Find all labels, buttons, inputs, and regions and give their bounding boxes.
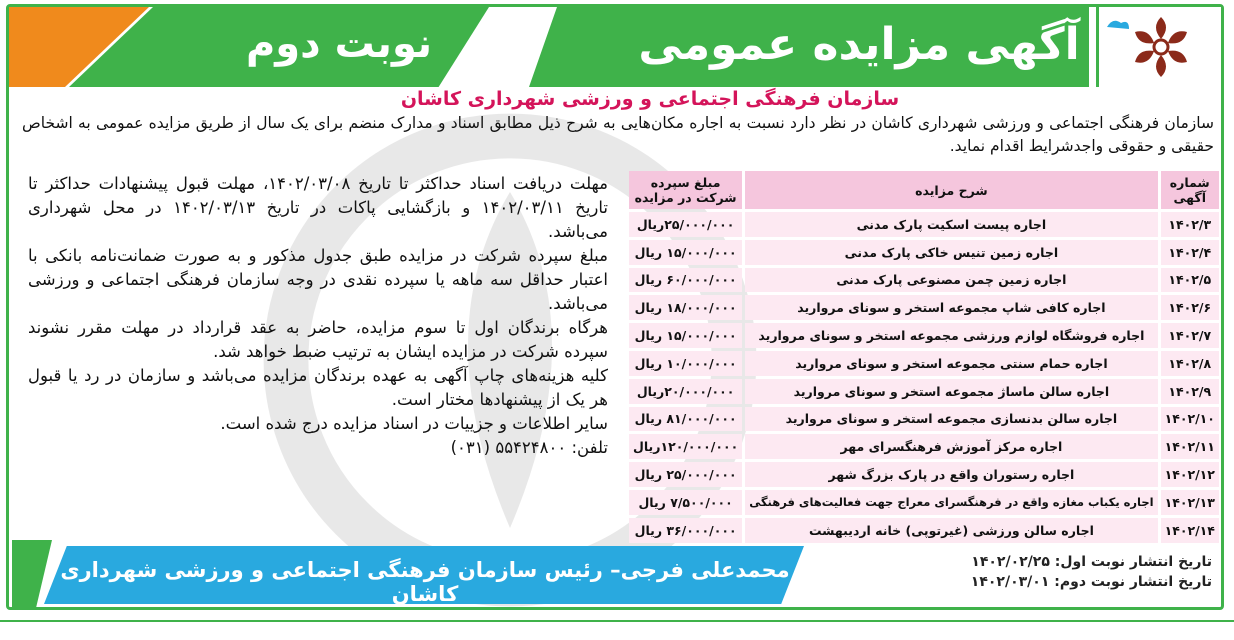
cell-description: اجاره فروشگاه لوازم ورزشی مجموعه استخر و سونای مروارید <box>745 323 1157 348</box>
cell-deposit: ۱۲۰/۰۰۰/۰۰۰ریال <box>629 434 742 459</box>
round-label: نوبت دوم <box>245 21 433 67</box>
phone-number: تلفن: ۵۵۴۲۴۸۰۰ (۰۳۱) <box>450 438 608 457</box>
organization-logo-icon <box>1099 7 1221 84</box>
table-row <box>629 379 1219 404</box>
table-row <box>629 268 1219 293</box>
table-row <box>629 434 1219 459</box>
cell-deposit: ۸۱/۰۰۰/۰۰۰ ریال <box>629 407 742 432</box>
term-paragraph: مهلت دریافت اسناد حداکثر تا تاریخ ۱۴۰۲/۰۳/۰۸، مهلت قبول پیشنهادات حداکثر تا تاریخ ۱۴۰۲/۰۳/۱۱ و بازگشایی پاکات در تاریخ ۱۴۰۲/۰۳/۱۳ در محل شهرداری می‌باشد. <box>28 174 609 241</box>
table-row <box>629 462 1219 487</box>
cell-number: ۱۴۰۲/۱۲ <box>1161 462 1219 487</box>
term-paragraph: مبلغ سپرده شرکت در مزایده طبق جدول مذکور و به صورت ضمانت‌نامه بانکی با اعتبار حداقل سه ماهه یا سپرده نقدی در وجه سازمان فرهنگی اجتماعی و ورزشی می‌باشد. <box>28 246 608 313</box>
first-publish-date: تاریخ انتشار نوبت اول: ۱۴۰۲/۰۲/۲۵ <box>971 554 1212 570</box>
term-paragraph: کلیه هزینه‌های چاپ آگهی به عهده برندگان مزایده می‌باشد و سازمان در رد یا قبول هر یک از پیشنهادها مختار است. <box>28 366 608 409</box>
cell-deposit: ۱۵/۰۰۰/۰۰۰ ریال <box>629 323 742 348</box>
cell-deposit: ۶۰/۰۰۰/۰۰۰ ریال <box>629 268 742 293</box>
second-publish-date: تاریخ انتشار نوبت دوم: ۱۴۰۲/۰۳/۰۱ <box>970 574 1212 590</box>
header-band <box>9 7 1221 87</box>
table-row <box>629 351 1219 376</box>
cell-number: ۱۴۰۲/۸ <box>1161 351 1219 376</box>
cell-description: اجاره یکباب مغازه واقع در فرهنگسرای معراج جهت فعالیت‌های فرهنگی <box>745 490 1157 515</box>
cell-deposit: ۷/۵۰۰/۰۰۰ ریال <box>629 490 742 515</box>
table-row <box>629 323 1219 348</box>
header-deposit: مبلغ سپرده شرکت در مزایده <box>629 171 742 209</box>
table-row <box>629 490 1219 515</box>
organization-name: سازمان فرهنگی اجتماعی و ورزشی شهرداری کاشان <box>400 88 900 110</box>
cell-number: ۱۴۰۲/۶ <box>1161 295 1219 320</box>
publish-dates <box>900 552 1212 592</box>
cell-deposit: ۱۸/۰۰۰/۰۰۰ ریال <box>629 295 742 320</box>
header-description: شرح مزایده <box>745 171 1157 209</box>
cell-number: ۱۴۰۲/۱۱ <box>1161 434 1219 459</box>
table-row <box>629 518 1219 543</box>
cell-description: اجاره پیست اسکیت پارک مدنی <box>745 212 1157 237</box>
cell-deposit: ۳۶/۰۰۰/۰۰۰ ریال <box>629 518 742 543</box>
cell-description: اجاره زمین چمن مصنوعی پارک مدنی <box>745 268 1157 293</box>
table-row <box>629 240 1219 265</box>
signer-name: محمدعلی فرجی– رئیس سازمان فرهنگی اجتماعی و ورزشی شهرداری کاشان <box>60 558 790 606</box>
cell-number: ۱۴۰۲/۵ <box>1161 268 1219 293</box>
cell-description: اجاره سالن ماساژ مجموعه استخر و سونای مروارید <box>745 379 1157 404</box>
table-row <box>629 295 1219 320</box>
cell-deposit: ۱۵/۰۰۰/۰۰۰ ریال <box>629 240 742 265</box>
cell-description: اجاره حمام سنتی مجموعه استخر و سونای مروارید <box>745 351 1157 376</box>
cell-deposit: ۲۵/۰۰۰/۰۰۰ریال <box>629 212 742 237</box>
bottom-divider <box>0 620 1234 622</box>
auction-table <box>626 168 1222 546</box>
cell-number: ۱۴۰۲/۱۴ <box>1161 518 1219 543</box>
cell-number: ۱۴۰۲/۱۰ <box>1161 407 1219 432</box>
cell-number: ۱۴۰۲/۳ <box>1161 212 1219 237</box>
cell-number: ۱۴۰۲/۹ <box>1161 379 1219 404</box>
cell-description: اجاره سالن ورزشی (غیرتوپی) خانه اردیبهشت <box>745 518 1157 543</box>
table-row <box>629 212 1219 237</box>
page-title: آگهی مزایده عمومی <box>638 19 1080 70</box>
cell-description: اجاره سالن بدنسازی مجموعه استخر و سونای مروارید <box>745 407 1157 432</box>
terms-block <box>28 172 608 460</box>
cell-description: اجاره زمین تنیس خاکی پارک مدنی <box>745 240 1157 265</box>
intro-text: سازمان فرهنگی اجتماعی و ورزشی شهرداری کاشان در نظر دارد نسبت به اجاره مکان‌هایی به شرح ذیل مطابق اسناد و مدارک منضم برای یک سال از طریق مزایده عمومی به اشخاص حقیقی و حقوقی واجدشرایط اقدام نماید. <box>22 114 1214 155</box>
cell-deposit: ۱۰/۰۰۰/۰۰۰ ریال <box>629 351 742 376</box>
cell-description: اجاره مرکز آموزش فرهنگسرای مهر <box>745 434 1157 459</box>
cell-number: ۱۴۰۲/۱۳ <box>1161 490 1219 515</box>
term-paragraph: هرگاه برندگان اول تا سوم مزایده، حاضر به عقد قرارداد در مهلت مقرر نشوند سپرده شرکت در مزایده ایشان به ترتیب ضبط خواهد شد. <box>28 318 608 361</box>
cell-deposit: ۲۵/۰۰۰/۰۰۰ ریال <box>629 462 742 487</box>
cell-deposit: ۲۰/۰۰۰/۰۰۰ریال <box>629 379 742 404</box>
cell-number: ۱۴۰۲/۴ <box>1161 240 1219 265</box>
cell-description: اجاره رستوران واقع در پارک بزرگ شهر <box>745 462 1157 487</box>
cell-description: اجاره کافی شاپ مجموعه استخر و سونای مروارید <box>745 295 1157 320</box>
table-row <box>629 407 1219 432</box>
logo-box <box>1096 7 1221 87</box>
table-header-row <box>629 171 1219 209</box>
term-paragraph: سایر اطلاعات و جزییات در اسناد مزایده درج شده است. <box>220 414 608 433</box>
cell-number: ۱۴۰۲/۷ <box>1161 323 1219 348</box>
header-number: شماره آگهی <box>1161 171 1219 209</box>
